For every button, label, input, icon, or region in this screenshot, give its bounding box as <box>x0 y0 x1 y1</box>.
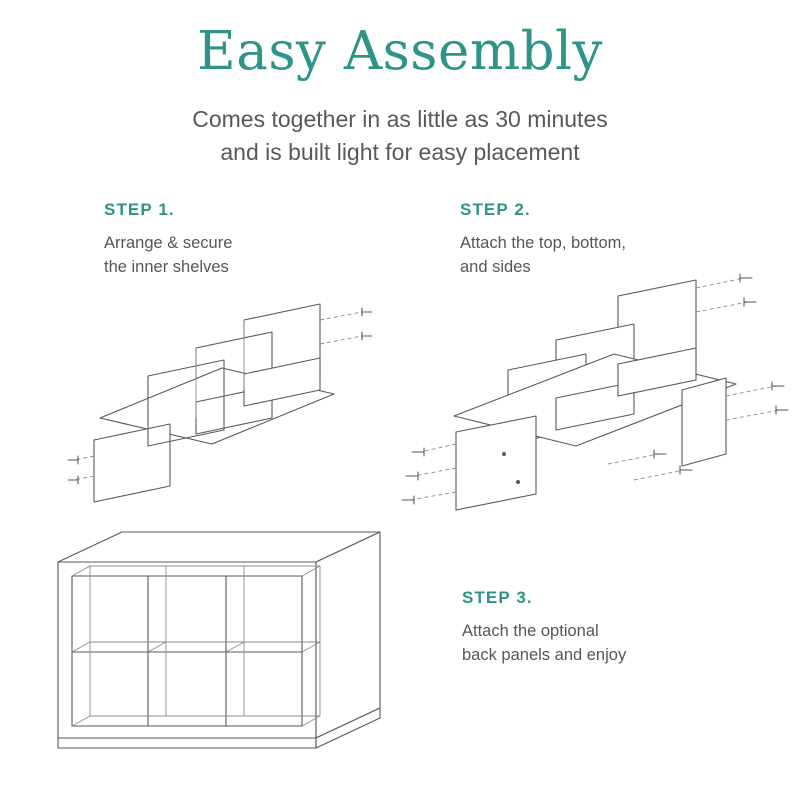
step-1-illustration <box>72 290 382 500</box>
step-2-description-line-2: and sides <box>460 257 531 276</box>
step-1-label: STEP 1. <box>104 200 175 219</box>
screw-icon <box>68 476 94 484</box>
step-3-description-line-2: back panels and enjoy <box>462 645 627 664</box>
step-3-label: STEP 3. <box>462 588 533 607</box>
step-2-description-line-1: Attach the top, bottom, <box>460 234 627 252</box>
exploded-inner-shelves-diagram <box>72 290 382 500</box>
screw-icon <box>68 456 94 464</box>
step-1-description <box>104 232 404 280</box>
screw-icon <box>406 468 456 480</box>
subtitle-line-2: and is built light for easy placement <box>220 138 580 165</box>
screw-group-top <box>696 274 756 312</box>
finished-cube-shelf-diagram <box>40 520 420 770</box>
page-subtitle <box>0 103 800 168</box>
screw-icon <box>320 332 372 344</box>
screw-icon <box>402 492 456 504</box>
exploded-case-diagram <box>396 268 800 548</box>
screw-group-bottom <box>608 450 692 480</box>
screw-icon <box>412 444 456 456</box>
screw-icon <box>634 466 692 480</box>
screw-group-left <box>402 444 456 504</box>
screw-icon <box>726 406 788 420</box>
step-3-illustration <box>40 520 420 770</box>
step-2-label: STEP 2. <box>460 200 531 219</box>
step-3-description <box>462 620 762 668</box>
screw-icon <box>608 450 666 464</box>
page-title: Easy Assembly <box>197 21 603 82</box>
case-panels <box>454 280 736 510</box>
shelf-panels <box>94 304 344 502</box>
step-1-description-line-1: Arrange & secure <box>104 234 233 252</box>
step-3-description-line-1: Attach the optional <box>462 622 599 640</box>
screw-group-right <box>726 382 788 420</box>
screw-icon <box>696 274 752 288</box>
subtitle-line-1: Comes together in as little as 30 minutes <box>192 106 608 132</box>
step-3 <box>462 588 762 668</box>
screw-icon <box>696 298 756 312</box>
step-1 <box>104 200 404 280</box>
step-2-illustration <box>396 268 800 548</box>
screw-icon <box>320 308 372 320</box>
step-1-description-line-2: the inner shelves <box>104 257 229 276</box>
